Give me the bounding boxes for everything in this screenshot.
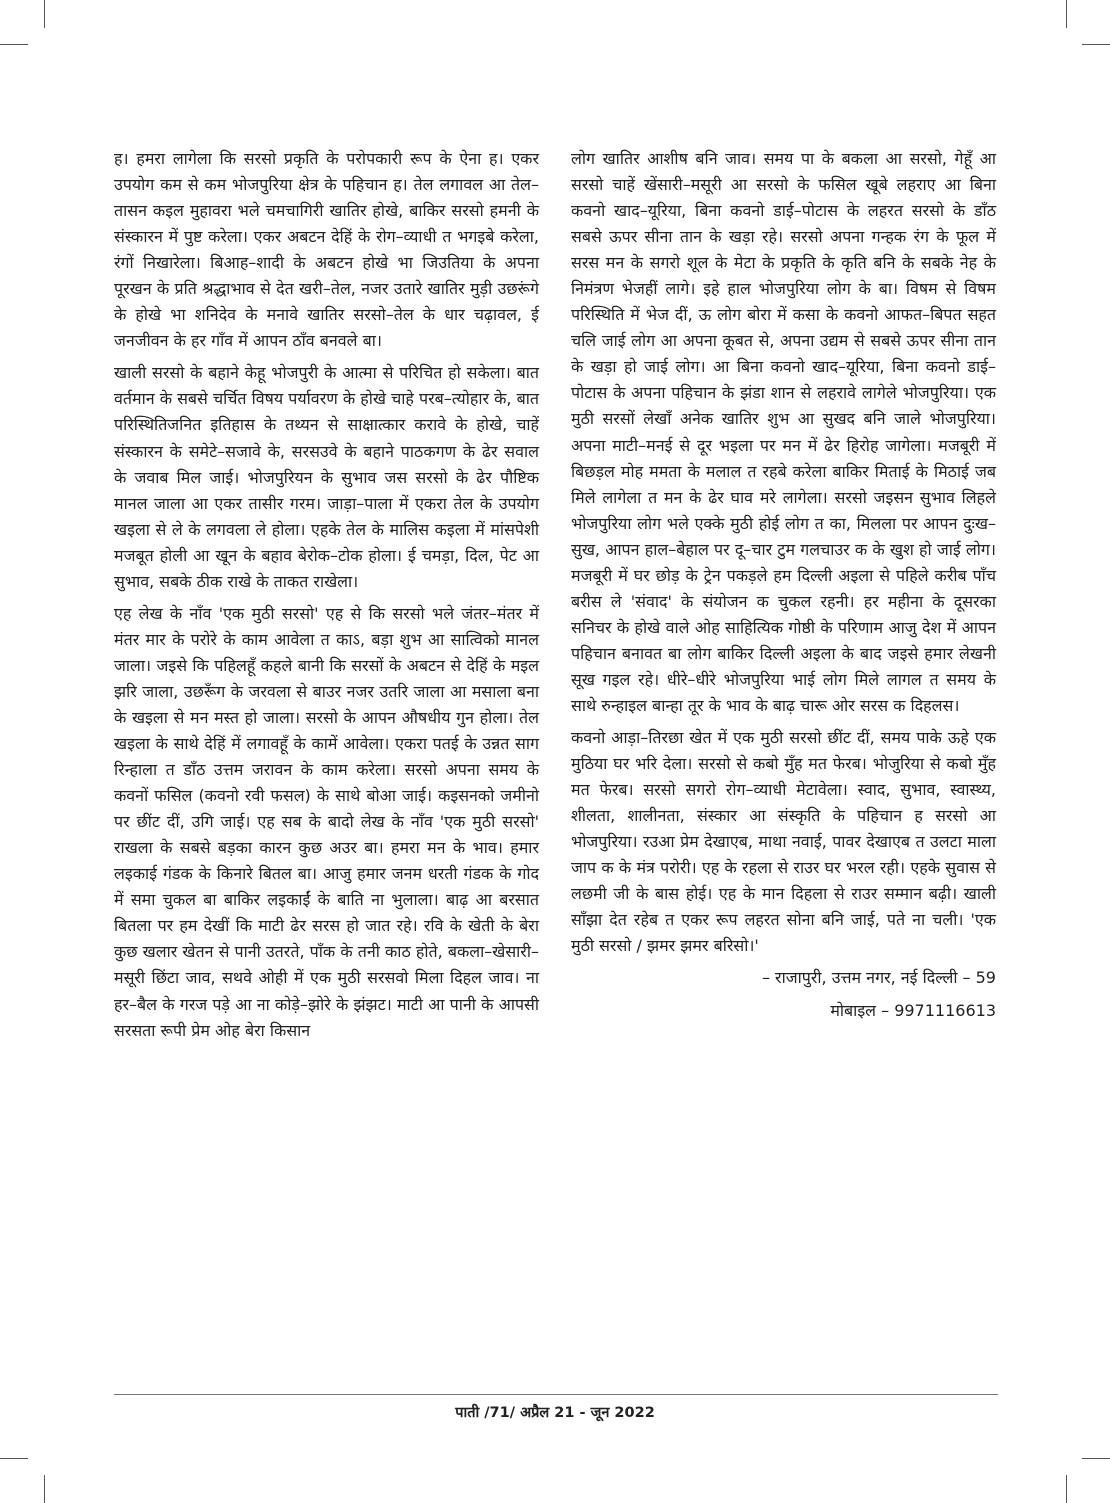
crop-mark — [1082, 1458, 1110, 1459]
right-column — [571, 146, 996, 1030]
author-mobile: मोबाइल – 9971116613 — [830, 1000, 996, 1020]
author-address: – राजापुरी, उत्तम नगर, नई दिल्ली – 59 — [761, 968, 996, 988]
paragraph: खाली सरसो के बहाने केहू भोजपुरी के आत्मा से परिचित हो सकेला। बात वर्तमान के सबसे चर्चित विषय पर्यावरण के होखे चाहे परब–त्योहार के, बात परिस्थितिजनित इतिहास के तथ्यन से साक्षात्कार करावे के होखे, चाहें संस्कारन के समेटे–सजावे के, सरसउवे के बहाने पाठकगण के ढेर सवाल के जवाब मिल जाई। भोजपुरियन के सुभाव जस सरसो के ढेर पौष्टिक मानल जाला आ एकर तासीर गरम। जाड़ा–पाला में एकरा तेल के उपयोग खइला से ले के लगवला ले होला। एहके तेल के मालिस कइला में मांसपेशी मजबूत होली आ खून के बहाव बेरोक–टोक होला। ई चमड़ा, दिल, पेट आ सुभाव, सबके ठीक राखे के ताकत राखेला। — [114, 363, 539, 591]
crop-mark — [1066, 0, 1067, 28]
paragraph: एह लेख के नाँव 'एक मुठी सरसो' एह से कि सरसो भले जंतर–मंतर में मंतर मार के परोरे के काम आवेला त काऽ, बड़ा शुभ आ सात्विको मानल जाला। जइसे कि पहिलहूँ कहले बानी कि सरसों के अबटन से देहिं के मइल झरि जाला, उछरूँग के जरवला से बाउर नजर उतरि जाला आ मसाला बना के खइला से मन मस्त हो जाला। सरसो के आपन औषधीय गुन होला। तेल खइला के साथे देहिं में लगावहूँ के कामें आवेला। एकरा पतई के उन्नत साग रिन्हाला त डाँठ उत्तम जरावन के काम करेला। सरसो अपना समय के कवनों फसिल (कवनो रवी फसल) के साथे बोआ जाई। कइसनको जमीनो पर छींट दीं, उगि जाई। एह सब के बादो लेख के नाँव 'एक मुठी सरसो' राखला के सबसे बड़का कारन कुछ अउर बा। हमरा मन के भाव। हमार लइकाई गंडक के किनारे बितल बा। आजु हमार जनम धरती गंडक के गोद में समा चुकल बा बाकिर लइकाईं के बाति ना भुलाला। बाढ़ आ बरसात बितला पर हम देखीं कि माटी ढेर सरस हो जात रहे। रवि के खेती के बेरा कुछ खलार खेतन से पानी उतरते, पाँक के तनी काठ होते, बकला–खेसारी–मसूरी छिंटा जाव, सथवे ओही में एक मुठी सरसवो मिला दिहल जाव। ना हर–बैल के गरज पड़े आ ना कोड़े–झोरे के झंझट। माटी आ पानी के आपसी सरसता रूपी प्रेम ओह बेरा किसान — [114, 603, 539, 1040]
page-footer: पाती /71/ अप्रैल 21 - जून 2022 — [455, 1405, 655, 1421]
crop-mark — [0, 1458, 28, 1459]
paragraph: लोग खातिर आशीष बनि जाव। समय पा के बकला आ सरसो, गेहूँ आ सरसो चाहें खेंसारी–मसूरी आ सरसो के फसिल खूबे लहराए आ बिना कवनो खाद–यूरिया, बिना कवनो डाई–पोटास के लहरत सरसो के डाँठ सबसे ऊपर सीना तान के खड़ा रहे। सरसो अपना गन्हक रंग के फूल में सरस मन के सगरो शूल के मेटा के प्रकृति के कृति बनि के सबके नेह के निमंत्रण भेजहीं लागे। इहे हाल भोजपुरिया लोग के बा। विषम से विषम परिस्थिति में भेज दीं, ऊ लोग बोरा में कसा के कवनो आफत–बिपत सहत चलि जाई लोग आ अपना कूबत से, अपना उद्यम से सबसे ऊपर सीना तान के खड़ा हो जाई लोग। आ बिना कवनो खाद–यूरिया, बिना कवनो डाई–पोटास के अपना पहिचान के झंडा शान से लहरावे लागेले भोजपुरिया। एक मुठी सरसों लेखाँ अनेक खातिर शुभ आ सुखद बनि जाले भोजपुरिया। अपना माटी–मनई से दूर भइला पर मन में ढेर हिरोह जागेला। मजबूरी में बिछड़ल मोह ममता के मलाल त रहबे करेला बाकिर मिताई के मिठाई जब मिले लागेला त मन के ढेर घाव मरे लागेला। सरसो जइसन सुभाव लिहले भोजपुरिया लोग भले एक्के मुठी होई लोग त का, मिलला पर आपन दुःख–सुख, आपन हाल–बेहाल पर दू–चार टुम गलचाउर क के खुश हो जाई लोग। मजबूरी में घर छोड़ के ट्रेन पकड़ले हम दिल्ली अइला से पहिले करीब पाँच बरीस ले 'संवाद' के संयोजन क चुकल रहनी। हर महीना के दूसरका सनिचर के होखे वाले ओह साहित्यिक गोष्ठी के परिणाम आजु देश में आपन पहिचान बनावत बा लोग बाकिर दिल्ली अइला के बाद जइसे हमार लेखनी सूख गइल रहे। धीरे–धीरे भोजपुरिया भाई लोग मिले लागल त समय के साथे रुन्हाइल बान्हा तूर के भाव के बाढ़ चारू ओर सरस क दिहलस। — [571, 149, 996, 715]
crop-mark — [1082, 44, 1110, 45]
paragraph: ह। हमरा लागेला कि सरसो प्रकृति के परोपकारी रूप के ऐना ह। एकर उपयोग कम से कम भोजपुरिया क्षेत्र के पहिचान ह। तेल लगावल आ तेल–तासन कइल मुहावरा भले चमचागिरी खातिर होखे, बाकिर सरसो हमनी के संस्कारन में पुष्ट करेला। एकर अबटन देहिं के रोग–व्याधी त भगइबे करेला, रंगों निखारेला। बिआह–शादी के अबटन होखे भा जिउतिया के अपना पूरखन के प्रति श्रद्धाभाव से देत खरी–तेल, नजर उतारे खातिर मुड़ी उछरूंगे के होखे भा शनिदेव के मनावे खातिर सरसो–तेल के धार चढ़ावल, ई जनजीवन के हर गाँव में आपन ठाँव बनवले बा। — [114, 149, 539, 351]
crop-mark — [44, 1475, 45, 1503]
left-column — [114, 146, 539, 1050]
crop-mark — [1066, 1475, 1067, 1503]
paragraph: कवनो आड़ा–तिरछा खेत में एक मुठी सरसो छींट दीं, समय पाके ऊहे एक मुठिया घर भरि देला। सरसो से कबो मुँह मत फेरब। भोजुरिया से कबो मुँह मत फेरब। सरसो सगरो रोग–व्याधी मेटावेला। स्वाद, सुभाव, स्वास्थ्य, शीलता, शालीनता, संस्कार आ संस्कृति के पहिचान ह सरसो आ भोजपुरिया। रउआ प्रेम देखाएब, माथा नवाई, पावर देखाएब त उलटा माला जाप क के मंत्र परोरी। एह के रहला से राउर घर भरल रही। एहके सुवास से लछमी जी के बास होई। एह के मान दिहला से राउर सम्मान बढ़ी। खाली साँझा देत रहेब त एकर रूप लहरत सोना बनि जाई, पते ना चली। 'एक मुठी सरसो / झमर झमर बरिसो।' — [571, 728, 996, 956]
footer-rule — [114, 1394, 998, 1395]
crop-mark — [44, 0, 45, 28]
crop-mark — [0, 44, 28, 45]
